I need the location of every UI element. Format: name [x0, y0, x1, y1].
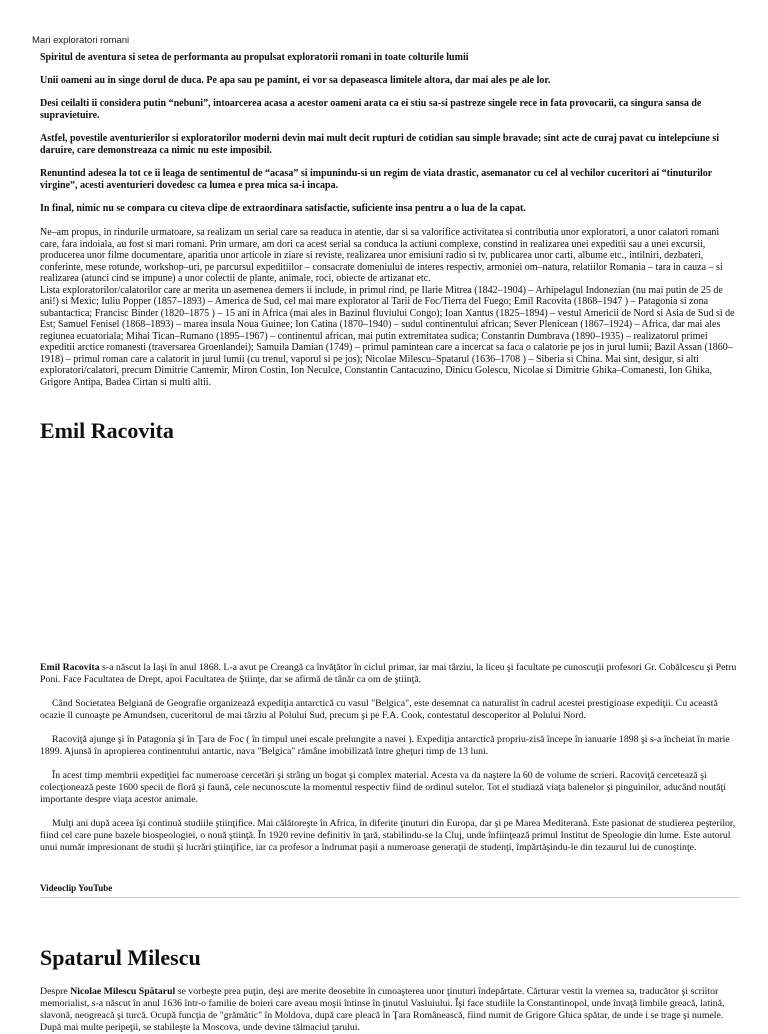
- article-text: se vorbeşte prea puţin, deşi are merite deosebite în cunoaşterea unor ţinuturi îndepărtate. Cărturar vestit la vremea sa, traducător şi scriitor memorialist, s-a născut în anul 1636 într-o familie de boieri care aveau moşii întinse în ţinutul Vasluiului. Îşi face studiile la Constantinopol, unde învaţă limbile greacă, latină, slavonă, neogreacă şi turcă. Ocupă funcţia de "grămătic" în Moldova, după care pleacă în Ţara Românească, fiind numit de Grigore Ghica spătar, de unde i se trage şi numele. După mai multe peripeţii, se stabileşte la Moscova, unde devine tălmaciul ţarului.: [40, 986, 725, 1033]
- intro-paragraph: Spiritul de aventura si setea de performanta au propulsat exploratorii romani in toate colturile lumii: [40, 52, 469, 63]
- intro-paragraph: Desi ceilalti ii considera putin “nebuni”, intoarcerea acasa a acestor oameni arata ca ei stiu sa-si pastreze singele rece in fata provocarii, ca singura sansa de supravietuire.: [40, 98, 702, 121]
- person-name: Emil Racovita: [40, 662, 100, 673]
- article-paragraph: [40, 986, 740, 1034]
- explorers-overview: [40, 227, 740, 388]
- section-heading-racovita: Emil Racovita: [40, 418, 174, 443]
- youtube-video-link[interactable]: Videoclip YouTube: [40, 883, 113, 893]
- article-paragraph: Mulţi ani după aceea îşi continuă studiile ştiinţifice. Mai călătoreşte în Africa, în diferite ţinuturi din Europa, dar şi pe Marea Mediterană. Este pasionat de studierea peşterilor, fiind cel care pune bazele biospeologiei, o nouă ştiinţă. În 1920 revine definitiv în ţară, stabilindu-se la Cluj, unde înfiinţează primul Institut de Speologie din lume. Este autorul unui număr impresionant de studii şi lucrări ştiinţifice, iar ca profesor a îndrumat paşii a numeroase generaţii de studenţi, împărtăşindu-le din tezaurul lui de cunoştinţe.: [40, 818, 736, 853]
- intro-paragraph: Unii oameni au in singe dorul de duca. Pe apa sau pe pamint, ei vor sa depaseasca limitele altora, dar mai ales pe ale lor.: [40, 75, 551, 86]
- article-paragraph: Când Societatea Belgiană de Geografie organizează expediţia antarctică cu vasul "Belgica", este desemnat ca naturalist în cadrul acestei prestigioase expediţii. Cu această ocazie îl cunoaşte pe Amundsen, cuceritorul de mai târziu al Polului Sud, precum şi pe F.A. Cook, contestatul descoperitor al Polului Nord.: [40, 698, 718, 721]
- intro-section: [40, 52, 740, 215]
- milescu-article: [40, 986, 740, 1034]
- document-title: Mari exploratori romani: [32, 35, 130, 46]
- article-paragraph: În acest timp membrii expediţiei fac numeroase cercetări şi strâng un bogat şi complex material. Acesta va da naştere la 60 de volume de scrieri. Racoviţă cercetează şi colecţionează peste 1600 specii de floră şi faună, cele necunoscute la momentul respectiv fiind de ordinul sutelor. Tot el studiază viaţa balenelor şi pinguinilor, aducând noutăţi importante despre viaţa acestor animale.: [40, 770, 726, 805]
- person-name: Nicolae Milescu Spătarul: [70, 986, 176, 997]
- body-paragraph: Ne–am propus, in rindurile urmatoare, sa realizam un serial care sa readuca in atentie, dar si sa valorifice activitatea si contributia unor exploratori, a unor calatori romani care, fara indoiala, au fost si mari romani. Prin urmare, am dori ca acest serial sa conduca la actiuni complexe, constind in realizarea unei expeditii sau a unei excursii, producerea unor filme documentare, aparitia unor articole in ziare si reviste, realizarea unor emisiuni radio si tv, publicarea unor carti, albume etc., intilniri, dezbateri, conferinte, mese rotunde, workshop–uri, pe parcursul expeditiilor – consacrate domeniului de interes respectiv, armoniei om–natura, relatiilor Romania – tara in cauza – si realizarea (atunci cind se impune) a unor colectii de plante, animale, roci, obiecte de artizanat etc.: [40, 227, 723, 284]
- article-text: Despre: [40, 986, 71, 997]
- body-paragraph: Lista exploratorilor/calatorilor care ar merita un asemenea demers ii include, in primul rind, pe Ilarie Mitrea (1842–1904) – Arhipelagul Indonezian (nu mai putin de 25 de ani!) si Mexic; Iuliu Popper (1857–1893) – America de Sud, cel mai mare explorator al Tarii de Foc/Tierra del Fuego; Emil Racovita (1868–1947 ) – Patagonia si zona subantactica; Francisc Binder (1820–1875 ) – 15 ani in Africa (mai ales in Bazinul fluviului Congo); Ioan Xantus (1825–1894) – vestul Americii de Nord si Asia de Sud si de Est; Samuel Fenisel (1868–1893) – marea insula Noua Guinee; Ion Catina (1870–1940) – sudul continentului african; Sever Plenicean (1867–1924) – Africa, dar mai ales regiunea ecuatoriala; Mihai Tican–Rumano (1895–1967) – continentul african, mai putin extremitatea sudica; Constantin Dumbrava (1890–1935) – realizatorul primei expeditii arctice romanesti (traversarea Groenlandei); Samuila Damian (1749) – primul pamintean care a incercat sa faca o calatorie pe jos in jurul lumii; Bazil Assan (1860–1918) – primul roman care a calatorit in jurul lumii (cu trenul, vaporul si pe jos); Nicolae Milescu–Spatarul (1636–1708 ) – Siberia si China. Mai sint, desigur, si alti exploratori/calatori, precum Dimitrie Cantemir, Miron Costin, Ion Neculce, Constantin Cantacuzino, Dinicu Golescu, Nicolae si Dimitrie Ghika–Comanesti, Ion Ghika, Grigore Antipa, Badea Cirtan si multi altii.: [40, 284, 735, 388]
- article-text: s-a născut la Iaşi în anul 1868. L-a avut pe Creangă ca învăţător în ciclul primar, iar mai târziu, la liceu şi facultate pe cunoscuţii profesori Gr. Cobălcescu şi Petru Poni. Face Facultatea de Drept, apoi Facultatea de Ştiinţe, dar se afirmă de tânăr ca om de ştiinţă.: [40, 662, 737, 685]
- racovita-article: [40, 662, 740, 854]
- intro-paragraph: Astfel, povestile aventurierilor si exploratorilor moderni devin mai mult decit rupturi de cotidian sau simple bravade; sint acte de curaj pavat cu intelepciune si daruire, care demonstreaza ca nimic nu este imposibil.: [40, 133, 720, 156]
- section-divider: [40, 897, 740, 898]
- section-heading-milescu: Spatarul Milescu: [40, 945, 201, 970]
- article-paragraph: [40, 662, 740, 686]
- intro-paragraph: Renuntind adesea la tot ce ii leaga de sentimentul de “acasa” si impunindu-si un regim de viata drastic, asemanator cu cel al vechilor cuceritori ai “tinuturilor virgine”, acesti aventurieri dovedesc ca lumea e prea mica sa-i incapa.: [40, 168, 713, 191]
- article-paragraph: Racoviţă ajunge şi în Patagonia şi în Ţara de Foc ( în timpul unei escale prelungite a navei ). Expediţia antarctică propriu-zisă începe în ianuarie 1898 şi s-a încheiat în marie 1899. Ajunsă în apropierea continentului antartic, nava "Belgica" rămâne imobilizată între gheţuri timp de 13 luni.: [40, 734, 730, 757]
- intro-paragraph: In final, nimic nu se compara cu citeva clipe de extraordinara satisfactie, suficiente insa pentru a o lua de la capat.: [40, 203, 526, 214]
